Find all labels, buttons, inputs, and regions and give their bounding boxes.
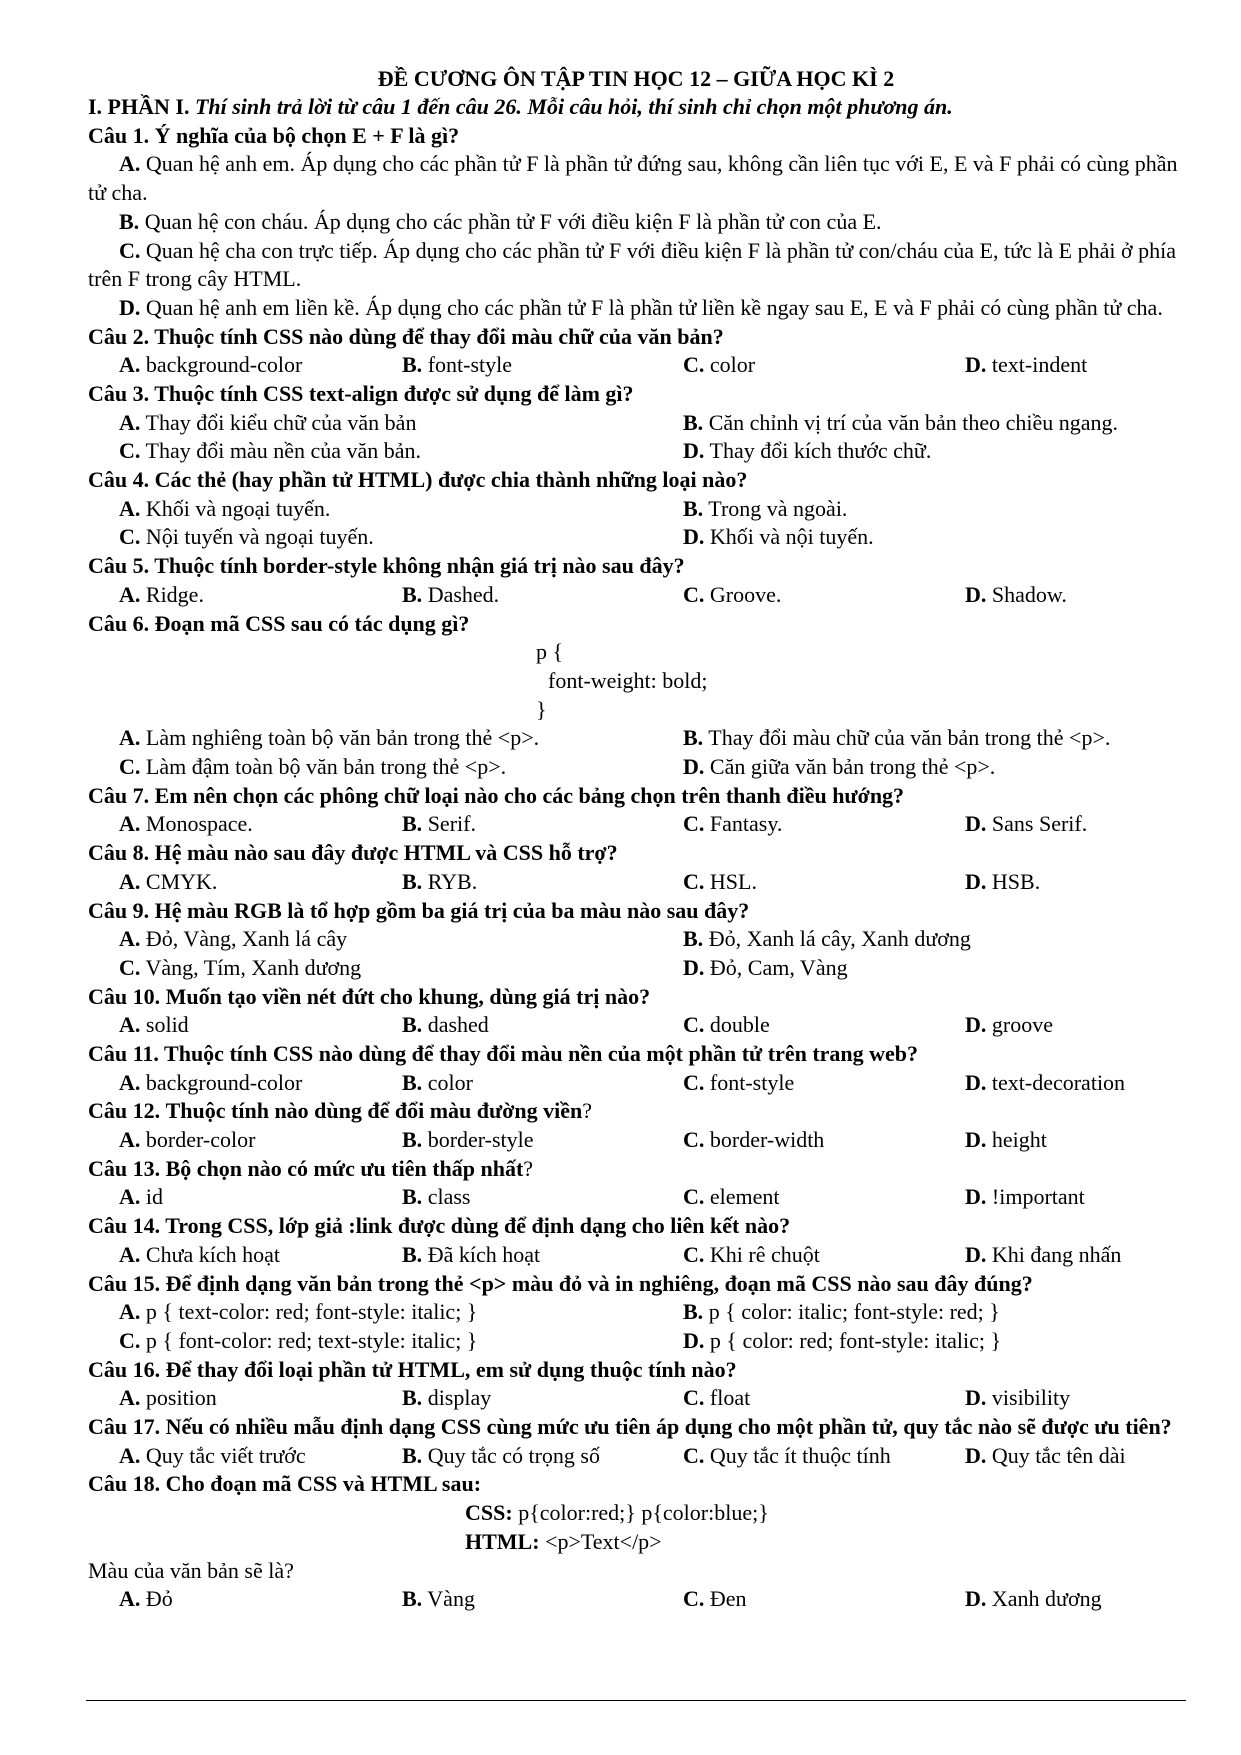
option-9c: C. Vàng, Tím, Xanh dương (119, 954, 362, 980)
option-12a: A. border-color (119, 1127, 256, 1153)
option-16d: D. visibility (965, 1385, 1071, 1411)
question-9: Câu 9. Hệ màu RGB là tổ hợp gồm ba giá trị của ba màu nào sau đây? (88, 897, 750, 923)
section-header (88, 93, 1184, 122)
question-2: Câu 2. Thuộc tính CSS nào dùng để thay đổi màu chữ của văn bản? (88, 323, 724, 349)
code-line: p { (536, 639, 564, 665)
options-9-row2 (88, 954, 1184, 983)
code-block-6 (88, 638, 1184, 724)
question-12: Câu 12. Thuộc tính nào dùng để đổi màu đường viền? (88, 1098, 593, 1124)
option-9b: B. Đỏ, Xanh lá cây, Xanh dương (683, 926, 971, 952)
options-15-row1 (88, 1298, 1184, 1327)
option-6a: A. Làm nghiêng toàn bộ văn bản trong thẻ <p>. (119, 725, 540, 751)
question-number: Câu 1. (88, 122, 150, 148)
option-2c: C. color (683, 352, 756, 378)
options-3-row1 (88, 409, 1184, 438)
question-18-prompt: Màu của văn bản sẽ là? (88, 1557, 294, 1583)
option-8a: A. CMYK. (119, 868, 218, 894)
option-8c: C. HSL. (683, 868, 757, 894)
option-7b: B. Serif. (402, 811, 476, 837)
option-8b: B. RYB. (402, 868, 478, 894)
option-2a: A. background-color (119, 352, 303, 378)
option-16c: C. float (683, 1385, 751, 1411)
css-code-line: CSS: p{color:red;} p{color:blue;} (465, 1500, 769, 1526)
option-6b: B. Thay đổi màu chữ của văn bản trong thẻ <p>. (683, 725, 1111, 751)
option-1c: C. Quan hệ cha con trực tiếp. Áp dụng cho các phần tử F với điều kiện F là phần tử con/cháu của E, tức là E phải ở phía trên F trong cây HTML. (88, 237, 1176, 292)
section-label: I. PHẦN I. (88, 94, 190, 119)
option-7a: A. Monospace. (119, 811, 253, 837)
option-11a: A. background-color (119, 1069, 303, 1095)
option-4d: D. Khối và nội tuyến. (683, 524, 874, 550)
options-9-row1 (88, 925, 1184, 954)
option-18a: A. Đỏ (119, 1586, 173, 1612)
options-8 (88, 868, 1184, 897)
option-12c: C. border-width (683, 1127, 825, 1153)
option-6d: D. Căn giữa văn bản trong thẻ <p>. (683, 754, 996, 780)
options-6-row2 (88, 753, 1184, 782)
option-5b: B. Dashed. (402, 581, 500, 607)
option-14d: D. Khi đang nhấn (965, 1241, 1122, 1267)
question-5: Câu 5. Thuộc tính border-style không nhận giá trị nào sau đây? (88, 553, 685, 579)
option-8d: D. HSB. (965, 868, 1041, 894)
question-15: Câu 15. Để định dạng văn bản trong thẻ <p> màu đỏ và in nghiêng, đoạn mã CSS nào sau đây đúng? (88, 1270, 1033, 1296)
option-10c: C. double (683, 1012, 770, 1038)
option-9d: D. Đỏ, Cam, Vàng (683, 954, 848, 980)
code-line: font-weight: bold; (548, 667, 708, 693)
option-15a: A. p { text-color: red; font-style: italic; } (119, 1299, 478, 1325)
option-18d: D. Xanh dương (965, 1586, 1102, 1612)
option-5d: D. Shadow. (965, 581, 1067, 607)
question-1 (88, 122, 1184, 151)
option-17c: C. Quy tắc ít thuộc tính (683, 1442, 891, 1468)
option-15d: D. p { color: red; font-style: italic; } (683, 1327, 1002, 1353)
options-10 (88, 1011, 1184, 1040)
question-18: Câu 18. Cho đoạn mã CSS và HTML sau: (88, 1471, 482, 1497)
options-3-row2 (88, 437, 1184, 466)
option-11c: C. font-style (683, 1069, 795, 1095)
option-2b: B. font-style (402, 352, 513, 378)
option-7c: C. Fantasy. (683, 811, 783, 837)
option-14a: A. Chưa kích hoạt (119, 1241, 281, 1267)
question-14: Câu 14. Trong CSS, lớp giả :link được dùng để định dạng cho liên kết nào? (88, 1213, 791, 1239)
options-4-row2 (88, 523, 1184, 552)
option-10b: B. dashed (402, 1012, 489, 1038)
question-17: Câu 17. Nếu có nhiều mẫu định dạng CSS cùng mức ưu tiên áp dụng cho một phần tử, quy tắc nào sẽ được ưu tiên? (88, 1414, 1172, 1440)
question-4: Câu 4. Các thẻ (hay phần tử HTML) được chia thành những loại nào? (88, 467, 748, 493)
option-4a: A. Khối và ngoại tuyến. (119, 495, 331, 521)
option-16b: B. display (402, 1385, 492, 1411)
option-10a: A. solid (119, 1012, 189, 1038)
option-3a: A. Thay đổi kiểu chữ của văn bản (119, 409, 417, 435)
option-3c: C. Thay đổi màu nền của văn bản. (119, 438, 422, 464)
option-5c: C. Groove. (683, 581, 782, 607)
section-instruction: Thí sinh trả lời từ câu 1 đến câu 26. Mỗi câu hỏi, thí sinh chỉ chọn một phương án. (194, 94, 953, 119)
option-15c: C. p { font-color: red; text-style: italic; } (119, 1327, 478, 1353)
option-14c: C. Khi rê chuột (683, 1241, 820, 1267)
exam-page (88, 64, 1184, 1614)
option-7d: D. Sans Serif. (965, 811, 1088, 837)
option-17a: A. Quy tắc viết trước (119, 1442, 306, 1468)
option-16a: A. position (119, 1385, 217, 1411)
option-1a: A. Quan hệ anh em. Áp dụng cho các phần tử F là phần tử đứng sau, không cần liên tục với E, E và F phải có cùng phần tử cha. (88, 151, 1178, 206)
options-12 (88, 1126, 1184, 1155)
option-11b: B. color (402, 1069, 473, 1095)
option-13d: D. !important (965, 1184, 1085, 1210)
options-13 (88, 1183, 1184, 1212)
option-17b: B. Quy tắc có trọng số (402, 1442, 600, 1468)
option-18b: B. Vàng (402, 1586, 475, 1612)
options-18 (88, 1585, 1184, 1614)
options-7 (88, 810, 1184, 839)
question-16: Câu 16. Để thay đổi loại phần tử HTML, em sử dụng thuộc tính nào? (88, 1356, 737, 1382)
question-3: Câu 3. Thuộc tính CSS text-align được sử dụng để làm gì? (88, 381, 634, 407)
option-3b: B. Căn chỉnh vị trí của văn bản theo chiều ngang. (683, 409, 1119, 435)
options-2 (88, 351, 1184, 380)
option-1d: D. Quan hệ anh em liền kề. Áp dụng cho các phần tử F là phần tử liền kề ngay sau E, E và F phải có cùng phần tử cha. (119, 294, 1163, 320)
question-13: Câu 13. Bộ chọn nào có mức ưu tiên thấp nhất? (88, 1155, 534, 1181)
document-title: ĐỀ CƯƠNG ÔN TẬP TIN HỌC 12 – GIỮA HỌC KÌ 2 (377, 66, 895, 91)
option-5a: A. Ridge. (119, 581, 204, 607)
option-4c: C. Nội tuyến và ngoại tuyến. (119, 524, 374, 550)
question-10: Câu 10. Muốn tạo viền nét đứt cho khung, dùng giá trị nào? (88, 983, 651, 1009)
question-6: Câu 6. Đoạn mã CSS sau có tác dụng gì? (88, 610, 470, 636)
question-8: Câu 8. Hệ màu nào sau đây được HTML và CSS hỗ trợ? (88, 840, 618, 866)
code-block-18 (88, 1499, 1184, 1556)
options-11 (88, 1069, 1184, 1098)
options-17 (88, 1442, 1184, 1471)
option-11d: D. text-decoration (965, 1069, 1126, 1095)
option-4b: B. Trong và ngoài. (683, 495, 848, 521)
options-4-row1 (88, 495, 1184, 524)
options-6-row1 (88, 724, 1184, 753)
option-17d: D. Quy tắc tên dài (965, 1442, 1126, 1468)
code-line: } (536, 696, 547, 722)
option-14b: B. Đã kích hoạt (402, 1241, 541, 1267)
option-13a: A. id (119, 1184, 164, 1210)
option-15b: B. p { color: italic; font-style: red; } (683, 1299, 1000, 1325)
options-16 (88, 1384, 1184, 1413)
option-3d: D. Thay đổi kích thước chữ. (683, 438, 932, 464)
question-7: Câu 7. Em nên chọn các phông chữ loại nào cho các bảng chọn trên thanh điều hướng? (88, 782, 905, 808)
options-14 (88, 1241, 1184, 1270)
options-5 (88, 581, 1184, 610)
option-13b: B. class (402, 1184, 471, 1210)
footer-divider (86, 1700, 1186, 1701)
question-text: Ý nghĩa của bộ chọn E + F là gì? (154, 122, 460, 148)
option-6c: C. Làm đậm toàn bộ văn bản trong thẻ <p>. (119, 754, 507, 780)
question-11: Câu 11. Thuộc tính CSS nào dùng để thay đổi màu nền của một phần tử trên trang web? (88, 1041, 919, 1066)
option-9a: A. Đỏ, Vàng, Xanh lá cây (119, 926, 348, 952)
option-2d: D. text-indent (965, 352, 1088, 378)
options-15-row2 (88, 1327, 1184, 1356)
html-code-line: HTML: <p>Text</p> (465, 1528, 662, 1554)
option-10d: D. groove (965, 1012, 1053, 1038)
option-12b: B. border-style (402, 1127, 534, 1153)
option-13c: C. element (683, 1184, 780, 1210)
option-12d: D. height (965, 1127, 1047, 1153)
option-18c: C. Đen (683, 1586, 747, 1612)
option-1b: B. Quan hệ con cháu. Áp dụng cho các phần tử F với điều kiện F là phần tử con của E. (119, 208, 882, 234)
